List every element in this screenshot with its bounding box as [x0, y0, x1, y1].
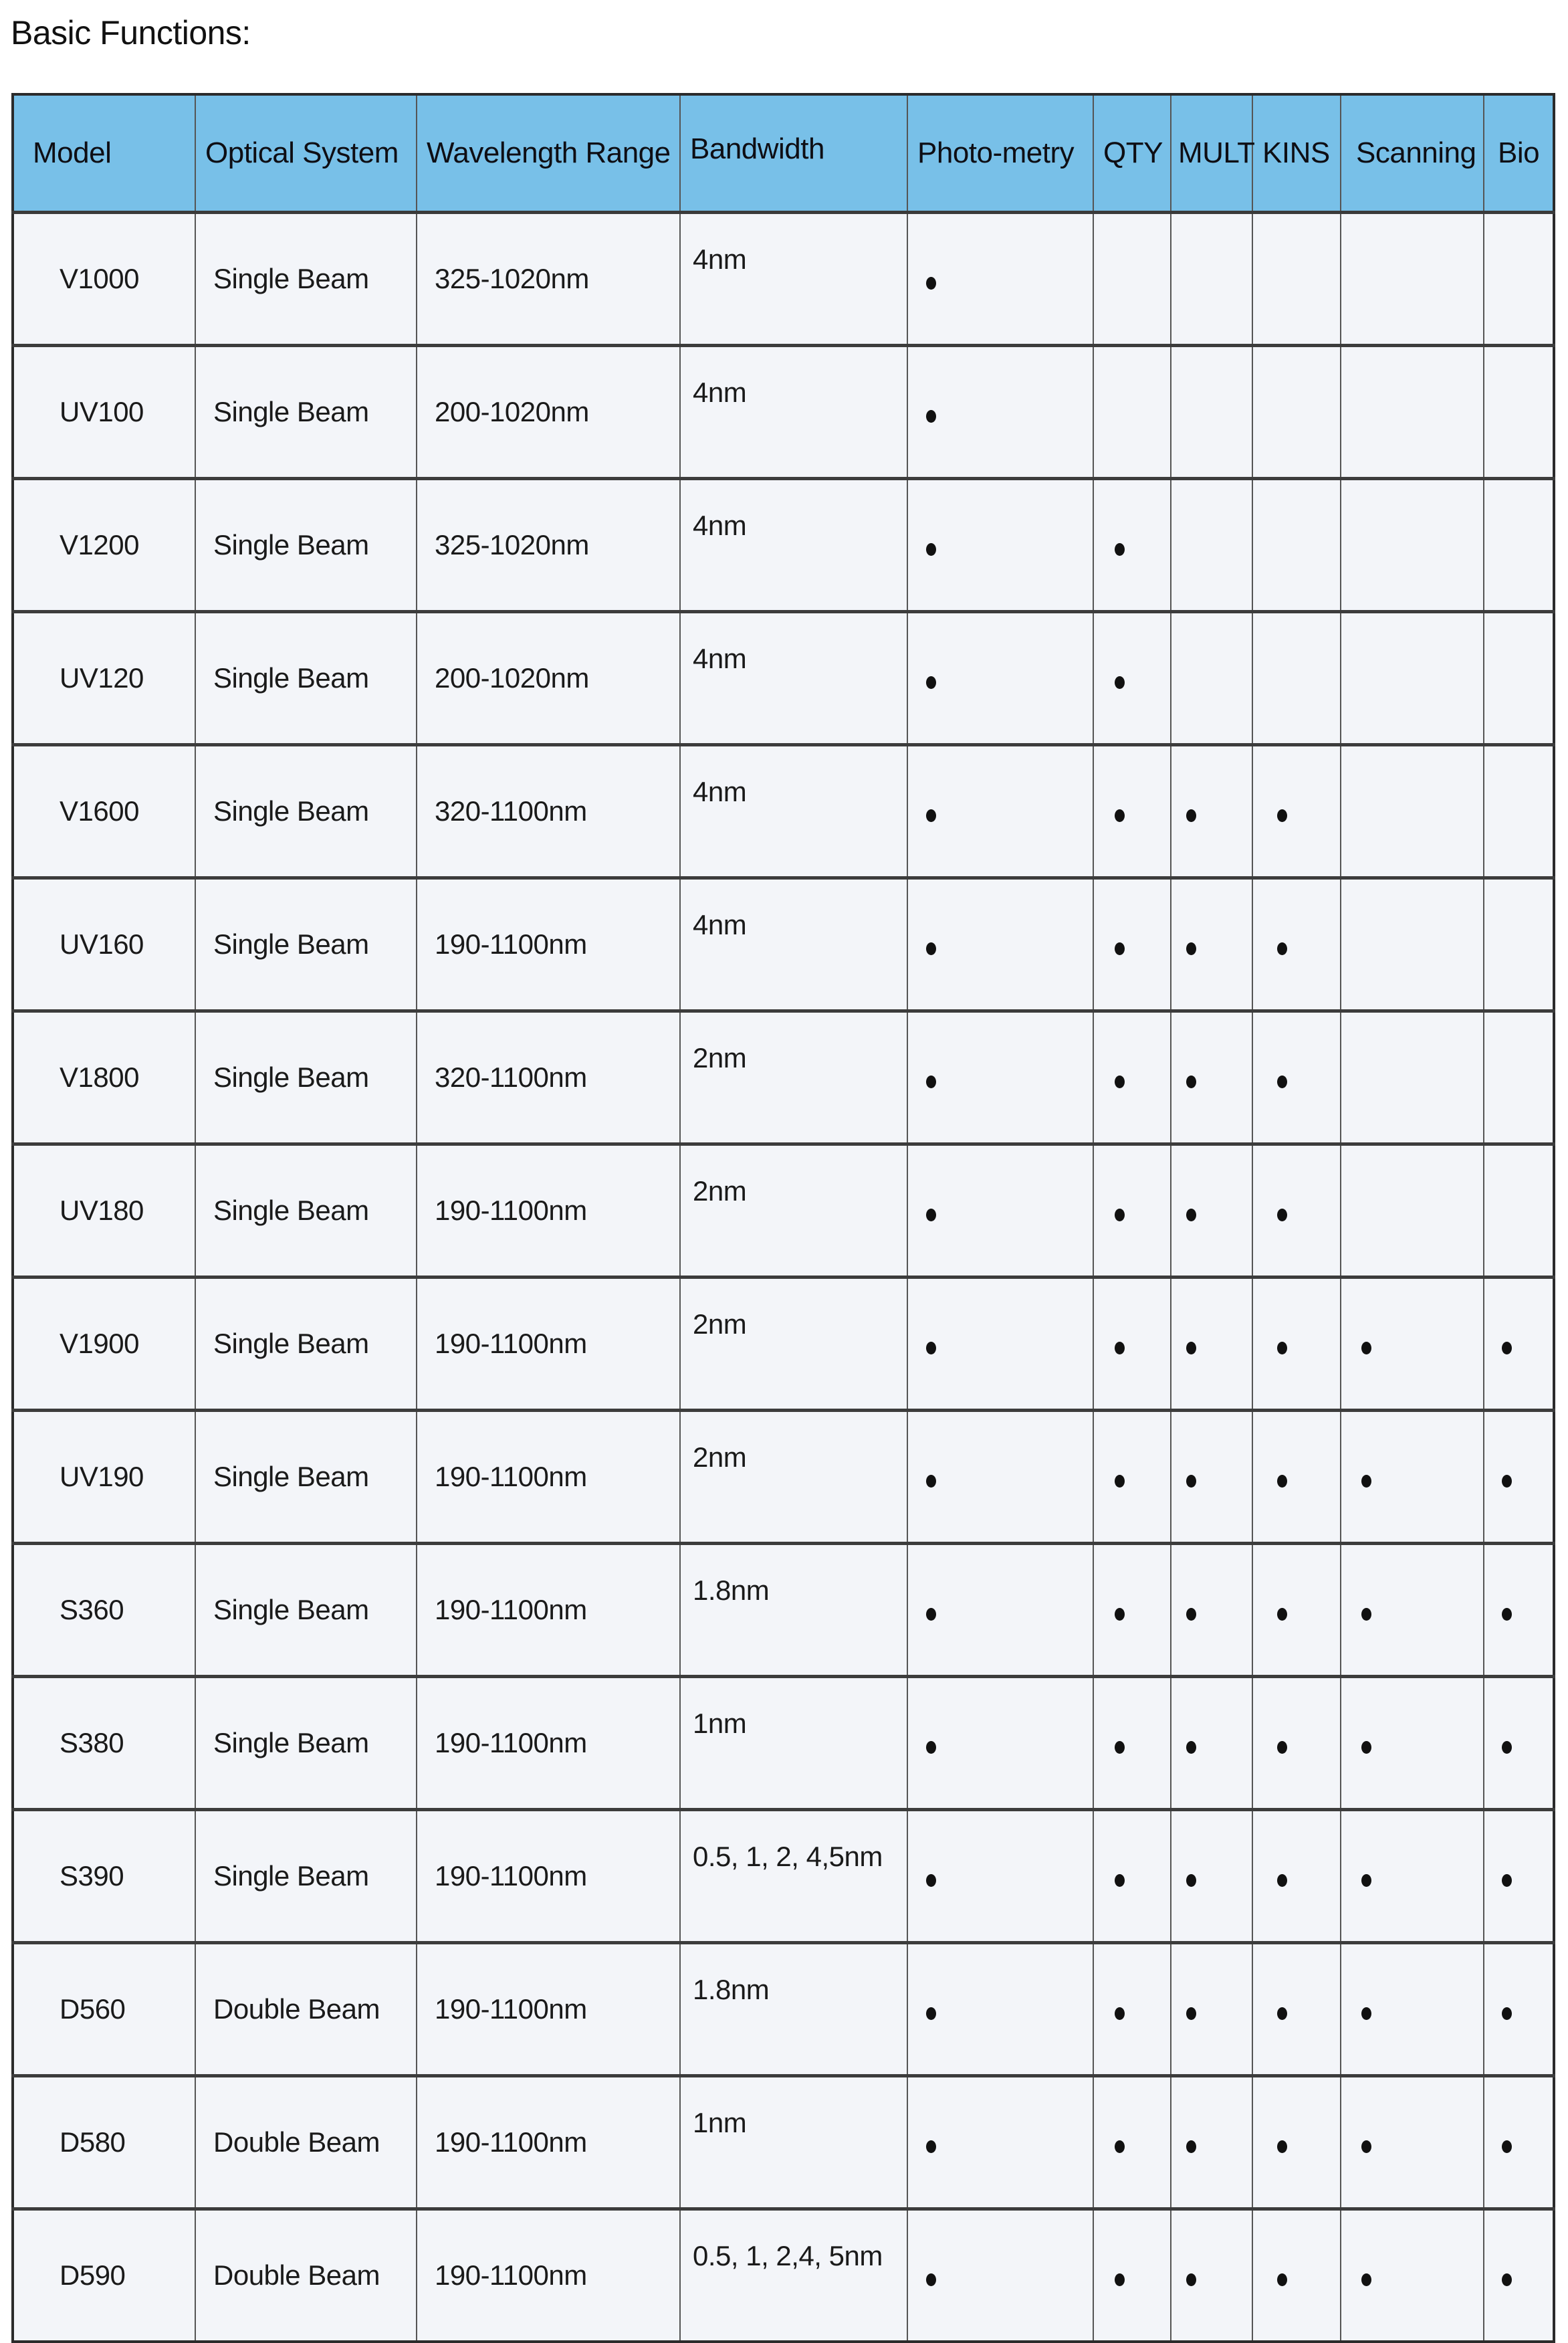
cell-bandwidth: 2nm: [680, 1278, 907, 1411]
cell-mult: [1171, 1278, 1252, 1411]
cell-kins: [1252, 346, 1341, 479]
bullet-dot-icon: [1186, 2140, 1196, 2153]
cell-wavelength: 320-1100nm: [417, 745, 680, 878]
cell-mult: [1171, 1411, 1252, 1544]
bullet-dot-icon: [1361, 2140, 1371, 2153]
cell-photometry: [907, 1810, 1093, 1943]
cell-bio: [1484, 479, 1554, 612]
cell-scanning: [1341, 878, 1484, 1011]
cell-wavelength: 200-1020nm: [417, 612, 680, 745]
cell-scanning: [1341, 2076, 1484, 2209]
cell-bandwidth: 2nm: [680, 1144, 907, 1278]
bullet-dot-icon: [1115, 1874, 1125, 1887]
header-kins: KINS: [1252, 94, 1341, 213]
cell-mult: [1171, 1810, 1252, 1943]
bullet-dot-icon: [1186, 1209, 1196, 1221]
bullet-dot-icon: [1277, 1475, 1287, 1488]
cell-qty: [1093, 878, 1171, 1011]
bullet-dot-icon: [1502, 2140, 1512, 2153]
cell-model: D590: [13, 2209, 195, 2342]
cell-model: S390: [13, 1810, 195, 1943]
bullet-dot-icon: [1502, 2273, 1512, 2286]
cell-photometry: [907, 878, 1093, 1011]
bullet-dot-icon: [926, 1076, 936, 1088]
cell-bandwidth: 4nm: [680, 612, 907, 745]
bullet-dot-icon: [926, 543, 936, 556]
cell-bandwidth: 1.8nm: [680, 1943, 907, 2076]
cell-model: V1800: [13, 1011, 195, 1144]
cell-kins: [1252, 878, 1341, 1011]
cell-bio: [1484, 612, 1554, 745]
bullet-dot-icon: [1277, 1209, 1287, 1221]
cell-wavelength: 190-1100nm: [417, 1411, 680, 1544]
bullet-dot-icon: [1115, 1608, 1125, 1621]
bullet-dot-icon: [1186, 1342, 1196, 1354]
table-row: [13, 1411, 1554, 1544]
cell-wavelength: 190-1100nm: [417, 1278, 680, 1411]
cell-mult: [1171, 745, 1252, 878]
cell-model: V1000: [13, 213, 195, 346]
cell-photometry: [907, 2209, 1093, 2342]
bullet-dot-icon: [1186, 809, 1196, 822]
bullet-dot-icon: [1115, 676, 1125, 689]
bullet-dot-icon: [1502, 1874, 1512, 1887]
cell-model: S380: [13, 1677, 195, 1810]
bullet-dot-icon: [1186, 942, 1196, 955]
bullet-dot-icon: [926, 410, 936, 423]
bullet-dot-icon: [1361, 1741, 1371, 1754]
bullet-dot-icon: [1186, 1741, 1196, 1754]
cell-kins: [1252, 1144, 1341, 1278]
table-row: [13, 2076, 1554, 2209]
cell-wavelength: 325-1020nm: [417, 479, 680, 612]
cell-optical: Single Beam: [195, 1011, 417, 1144]
cell-model: V1200: [13, 479, 195, 612]
bullet-dot-icon: [1361, 1874, 1371, 1887]
cell-kins: [1252, 1011, 1341, 1144]
cell-optical: Single Beam: [195, 612, 417, 745]
header-scanning: Scanning: [1341, 94, 1484, 213]
bullet-dot-icon: [1115, 1076, 1125, 1088]
cell-qty: [1093, 1943, 1171, 2076]
cell-photometry: [907, 745, 1093, 878]
bullet-dot-icon: [1186, 1608, 1196, 1621]
bullet-dot-icon: [926, 1874, 936, 1887]
cell-scanning: [1341, 346, 1484, 479]
cell-mult: [1171, 2209, 1252, 2342]
cell-scanning: [1341, 612, 1484, 745]
cell-photometry: [907, 346, 1093, 479]
basic-functions-table: [11, 93, 1555, 2343]
table-row: [13, 745, 1554, 878]
table-header-row: [13, 94, 1554, 213]
bullet-dot-icon: [1277, 1342, 1287, 1354]
bullet-dot-icon: [926, 277, 936, 290]
cell-mult: [1171, 213, 1252, 346]
bullet-dot-icon: [926, 1741, 936, 1754]
cell-qty: [1093, 479, 1171, 612]
cell-scanning: [1341, 1278, 1484, 1411]
cell-photometry: [907, 612, 1093, 745]
table-row: [13, 1011, 1554, 1144]
cell-bio: [1484, 1677, 1554, 1810]
bullet-dot-icon: [926, 1475, 936, 1488]
bullet-dot-icon: [1502, 2007, 1512, 2020]
cell-optical: Single Beam: [195, 1544, 417, 1677]
cell-scanning: [1341, 1011, 1484, 1144]
cell-bandwidth: 0.5, 1, 2, 4,5nm: [680, 1810, 907, 1943]
table-row: [13, 1278, 1554, 1411]
cell-optical: Single Beam: [195, 745, 417, 878]
bullet-dot-icon: [1361, 1342, 1371, 1354]
cell-photometry: [907, 1278, 1093, 1411]
cell-kins: [1252, 1810, 1341, 1943]
cell-bio: [1484, 745, 1554, 878]
cell-wavelength: 190-1100nm: [417, 1544, 680, 1677]
bullet-dot-icon: [1115, 809, 1125, 822]
table-row: [13, 612, 1554, 745]
cell-model: UV100: [13, 346, 195, 479]
cell-kins: [1252, 213, 1341, 346]
cell-kins: [1252, 745, 1341, 878]
table-row: [13, 1810, 1554, 1943]
cell-bio: [1484, 2209, 1554, 2342]
cell-optical: Single Beam: [195, 479, 417, 612]
cell-photometry: [907, 1011, 1093, 1144]
cell-bio: [1484, 1810, 1554, 1943]
bullet-dot-icon: [1115, 543, 1125, 556]
cell-model: V1600: [13, 745, 195, 878]
cell-bio: [1484, 1544, 1554, 1677]
bullet-dot-icon: [1502, 1741, 1512, 1754]
cell-model: V1900: [13, 1278, 195, 1411]
cell-bio: [1484, 1278, 1554, 1411]
bullet-dot-icon: [1361, 1475, 1371, 1488]
cell-model: UV190: [13, 1411, 195, 1544]
header-mult: MULT: [1171, 94, 1252, 213]
cell-wavelength: 190-1100nm: [417, 1144, 680, 1278]
cell-qty: [1093, 213, 1171, 346]
bullet-dot-icon: [926, 2273, 936, 2286]
cell-wavelength: 190-1100nm: [417, 1810, 680, 1943]
header-bio: Bio: [1484, 94, 1554, 213]
bullet-dot-icon: [926, 676, 936, 689]
bullet-dot-icon: [1186, 2007, 1196, 2020]
cell-mult: [1171, 1544, 1252, 1677]
cell-scanning: [1341, 213, 1484, 346]
cell-scanning: [1341, 1677, 1484, 1810]
cell-mult: [1171, 1943, 1252, 2076]
bullet-dot-icon: [1277, 1608, 1287, 1621]
header-photometry: Photo-metry: [907, 94, 1093, 213]
bullet-dot-icon: [1115, 1475, 1125, 1488]
cell-optical: Double Beam: [195, 1943, 417, 2076]
bullet-dot-icon: [926, 1342, 936, 1354]
cell-scanning: [1341, 1411, 1484, 1544]
table-row: [13, 346, 1554, 479]
bullet-dot-icon: [1277, 1741, 1287, 1754]
bullet-dot-icon: [926, 2007, 936, 2020]
cell-scanning: [1341, 1810, 1484, 1943]
table-row: [13, 1943, 1554, 2076]
cell-scanning: [1341, 479, 1484, 612]
cell-optical: Double Beam: [195, 2209, 417, 2342]
cell-bio: [1484, 1411, 1554, 1544]
cell-qty: [1093, 745, 1171, 878]
cell-bio: [1484, 1144, 1554, 1278]
bullet-dot-icon: [1277, 2273, 1287, 2286]
cell-qty: [1093, 1544, 1171, 1677]
cell-optical: Single Beam: [195, 878, 417, 1011]
cell-photometry: [907, 2076, 1093, 2209]
cell-qty: [1093, 2076, 1171, 2209]
cell-scanning: [1341, 1943, 1484, 2076]
cell-bandwidth: 1.8nm: [680, 1544, 907, 1677]
cell-optical: Single Beam: [195, 213, 417, 346]
cell-kins: [1252, 1411, 1341, 1544]
cell-bio: [1484, 213, 1554, 346]
header-wavelength-range: Wavelength Range: [417, 94, 680, 213]
bullet-dot-icon: [1361, 1608, 1371, 1621]
cell-photometry: [907, 479, 1093, 612]
bullet-dot-icon: [1115, 1342, 1125, 1354]
cell-bandwidth: 4nm: [680, 213, 907, 346]
bullet-dot-icon: [926, 2140, 936, 2153]
bullet-dot-icon: [1186, 1076, 1196, 1088]
header-qty: QTY: [1093, 94, 1171, 213]
cell-qty: [1093, 1144, 1171, 1278]
header-model: Model: [13, 94, 195, 213]
cell-optical: Single Beam: [195, 346, 417, 479]
cell-optical: Single Beam: [195, 1677, 417, 1810]
bullet-dot-icon: [1277, 1076, 1287, 1088]
header-optical-system: Optical System: [195, 94, 417, 213]
bullet-dot-icon: [926, 1209, 936, 1221]
cell-bandwidth: 2nm: [680, 1011, 907, 1144]
cell-bandwidth: 0.5, 1, 2,4, 5nm: [680, 2209, 907, 2342]
page-title: Basic Functions:: [11, 14, 251, 52]
cell-qty: [1093, 346, 1171, 479]
cell-wavelength: 190-1100nm: [417, 2209, 680, 2342]
cell-qty: [1093, 1278, 1171, 1411]
cell-bio: [1484, 878, 1554, 1011]
cell-mult: [1171, 612, 1252, 745]
bullet-dot-icon: [1277, 942, 1287, 955]
cell-kins: [1252, 479, 1341, 612]
cell-bandwidth: 1nm: [680, 2076, 907, 2209]
cell-kins: [1252, 1677, 1341, 1810]
cell-bandwidth: 4nm: [680, 479, 907, 612]
cell-photometry: [907, 1943, 1093, 2076]
cell-model: UV120: [13, 612, 195, 745]
bullet-dot-icon: [1502, 1342, 1512, 1354]
cell-bio: [1484, 346, 1554, 479]
bullet-dot-icon: [1115, 1741, 1125, 1754]
bullet-dot-icon: [1186, 2273, 1196, 2286]
cell-kins: [1252, 1278, 1341, 1411]
cell-bandwidth: 1nm: [680, 1677, 907, 1810]
cell-scanning: [1341, 1544, 1484, 1677]
cell-optical: Single Beam: [195, 1278, 417, 1411]
bullet-dot-icon: [1277, 1874, 1287, 1887]
cell-model: D580: [13, 2076, 195, 2209]
bullet-dot-icon: [1115, 2140, 1125, 2153]
cell-mult: [1171, 878, 1252, 1011]
cell-kins: [1252, 612, 1341, 745]
table-row: [13, 1544, 1554, 1677]
cell-optical: Single Beam: [195, 1144, 417, 1278]
cell-wavelength: 190-1100nm: [417, 1677, 680, 1810]
bullet-dot-icon: [1115, 2273, 1125, 2286]
cell-optical: Single Beam: [195, 1411, 417, 1544]
cell-model: D560: [13, 1943, 195, 2076]
cell-mult: [1171, 1011, 1252, 1144]
table-body: [13, 213, 1554, 2342]
table-row: [13, 878, 1554, 1011]
cell-qty: [1093, 2209, 1171, 2342]
cell-photometry: [907, 1144, 1093, 1278]
cell-bandwidth: 4nm: [680, 346, 907, 479]
bullet-dot-icon: [926, 942, 936, 955]
cell-photometry: [907, 1544, 1093, 1677]
bullet-dot-icon: [1186, 1874, 1196, 1887]
cell-model: S360: [13, 1544, 195, 1677]
bullet-dot-icon: [1361, 2273, 1371, 2286]
bullet-dot-icon: [1115, 2007, 1125, 2020]
cell-mult: [1171, 1144, 1252, 1278]
cell-wavelength: 325-1020nm: [417, 213, 680, 346]
bullet-dot-icon: [1277, 2007, 1287, 2020]
cell-photometry: [907, 1677, 1093, 1810]
bullet-dot-icon: [1502, 1475, 1512, 1488]
cell-model: UV160: [13, 878, 195, 1011]
cell-bio: [1484, 1943, 1554, 2076]
table-row: [13, 1677, 1554, 1810]
cell-bandwidth: 4nm: [680, 878, 907, 1011]
table-row: [13, 1144, 1554, 1278]
cell-scanning: [1341, 745, 1484, 878]
cell-wavelength: 190-1100nm: [417, 1943, 680, 2076]
header-bandwidth: Bandwidth: [680, 94, 907, 213]
cell-qty: [1093, 1411, 1171, 1544]
cell-wavelength: 190-1100nm: [417, 2076, 680, 2209]
cell-photometry: [907, 213, 1093, 346]
cell-kins: [1252, 2076, 1341, 2209]
bullet-dot-icon: [926, 1608, 936, 1621]
cell-wavelength: 190-1100nm: [417, 878, 680, 1011]
cell-optical: Single Beam: [195, 1810, 417, 1943]
table-row: [13, 213, 1554, 346]
cell-optical: Double Beam: [195, 2076, 417, 2209]
cell-kins: [1252, 1943, 1341, 2076]
cell-qty: [1093, 1677, 1171, 1810]
table-row: [13, 2209, 1554, 2342]
bullet-dot-icon: [1277, 2140, 1287, 2153]
bullet-dot-icon: [1115, 942, 1125, 955]
cell-bandwidth: 4nm: [680, 745, 907, 878]
cell-mult: [1171, 479, 1252, 612]
table-row: [13, 479, 1554, 612]
bullet-dot-icon: [1115, 1209, 1125, 1221]
cell-bandwidth: 2nm: [680, 1411, 907, 1544]
bullet-dot-icon: [1277, 809, 1287, 822]
cell-model: UV180: [13, 1144, 195, 1278]
cell-photometry: [907, 1411, 1093, 1544]
cell-mult: [1171, 2076, 1252, 2209]
cell-bio: [1484, 2076, 1554, 2209]
cell-bio: [1484, 1011, 1554, 1144]
cell-mult: [1171, 1677, 1252, 1810]
cell-qty: [1093, 1011, 1171, 1144]
cell-scanning: [1341, 2209, 1484, 2342]
bullet-dot-icon: [1361, 2007, 1371, 2020]
cell-scanning: [1341, 1144, 1484, 1278]
bullet-dot-icon: [926, 809, 936, 822]
cell-mult: [1171, 346, 1252, 479]
cell-wavelength: 320-1100nm: [417, 1011, 680, 1144]
cell-qty: [1093, 612, 1171, 745]
bullet-dot-icon: [1502, 1608, 1512, 1621]
cell-wavelength: 200-1020nm: [417, 346, 680, 479]
cell-kins: [1252, 1544, 1341, 1677]
bullet-dot-icon: [1186, 1475, 1196, 1488]
cell-qty: [1093, 1810, 1171, 1943]
cell-kins: [1252, 2209, 1341, 2342]
